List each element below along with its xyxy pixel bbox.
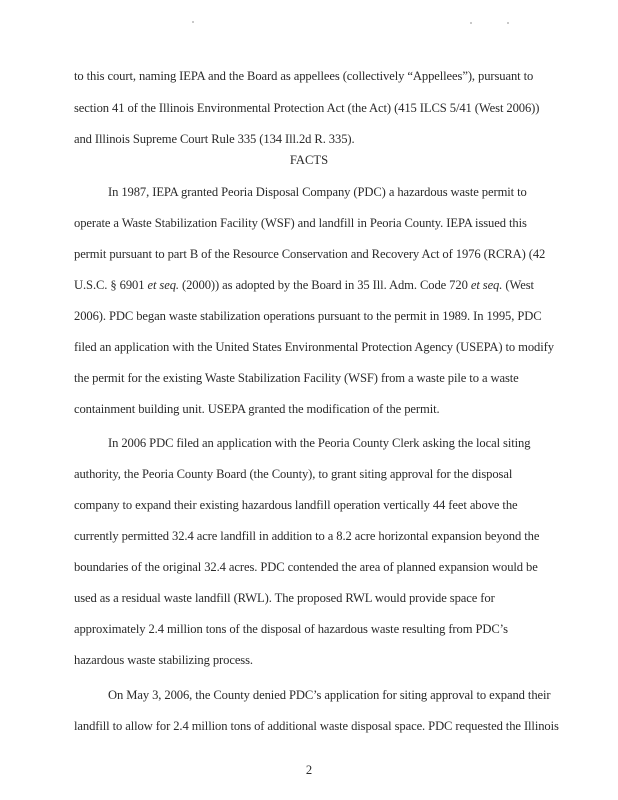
- body-line: containment building unit. USEPA granted the modification of the permit.: [74, 402, 440, 416]
- text-run: U.S.C. § 6901: [74, 278, 148, 292]
- body-line: approximately 2.4 million tons of the disposal of hazardous waste resulting from PDC’s: [74, 622, 508, 636]
- text-run: (2000)) as adopted by the Board in 35 Ill. Adm. Code 720: [178, 278, 471, 292]
- body-line: company to expand their existing hazardous landfill operation vertically 44 feet above the: [74, 498, 518, 512]
- scan-speck: [507, 22, 509, 24]
- italic-run: et seq.: [470, 278, 503, 292]
- scan-speck: [470, 22, 472, 24]
- body-line: landfill to allow for 2.4 million tons of additional waste disposal space. PDC requested the Illinois: [74, 719, 559, 733]
- body-line-citation: [74, 277, 534, 293]
- body-line: boundaries of the original 32.4 acres. PDC contended the area of planned expansion would be: [74, 560, 538, 574]
- body-line: authority, the Peoria County Board (the County), to grant siting approval for the disposal: [74, 467, 513, 481]
- body-line: filed an application with the United States Environmental Protection Agency (USEPA) to modify: [74, 340, 554, 354]
- body-line: On May 3, 2006, the County denied PDC’s application for siting approval to expand their: [108, 688, 551, 702]
- scan-speck: [192, 21, 194, 23]
- body-line: In 1987, IEPA granted Peoria Disposal Company (PDC) a hazardous waste permit to: [108, 185, 527, 199]
- page-number: 2: [305, 763, 313, 777]
- italic-run: et seq.: [147, 278, 179, 292]
- body-line: section 41 of the Illinois Environmental Protection Act (the Act) (415 ILCS 5/41 (West 2006)): [74, 101, 540, 115]
- body-line: hazardous waste stabilizing process.: [74, 653, 253, 667]
- body-line: 2006). PDC began waste stabilization operations pursuant to the permit in 1989. In 1995, PDC: [74, 309, 542, 323]
- text-run: (West: [502, 278, 534, 292]
- body-line: and Illinois Supreme Court Rule 335 (134 Ill.2d R. 335).: [74, 132, 355, 146]
- body-line: the permit for the existing Waste Stabilization Facility (WSF) from a waste pile to a waste: [74, 371, 519, 385]
- body-line: used as a residual waste landfill (RWL). The proposed RWL would provide space for: [74, 591, 495, 605]
- body-line: currently permitted 32.4 acre landfill in addition to a 8.2 acre horizontal expansion beyond the: [74, 529, 540, 543]
- body-line: In 2006 PDC filed an application with the Peoria County Clerk asking the local siting: [108, 436, 531, 450]
- body-line: to this court, naming IEPA and the Board as appellees (collectively “Appellees”), pursuant to: [74, 69, 534, 83]
- section-heading: FACTS: [289, 153, 329, 167]
- body-line: permit pursuant to part B of the Resource Conservation and Recovery Act of 1976 (RCRA) (42: [74, 247, 546, 261]
- body-line: operate a Waste Stabilization Facility (WSF) and landfill in Peoria County. IEPA issued this: [74, 216, 527, 230]
